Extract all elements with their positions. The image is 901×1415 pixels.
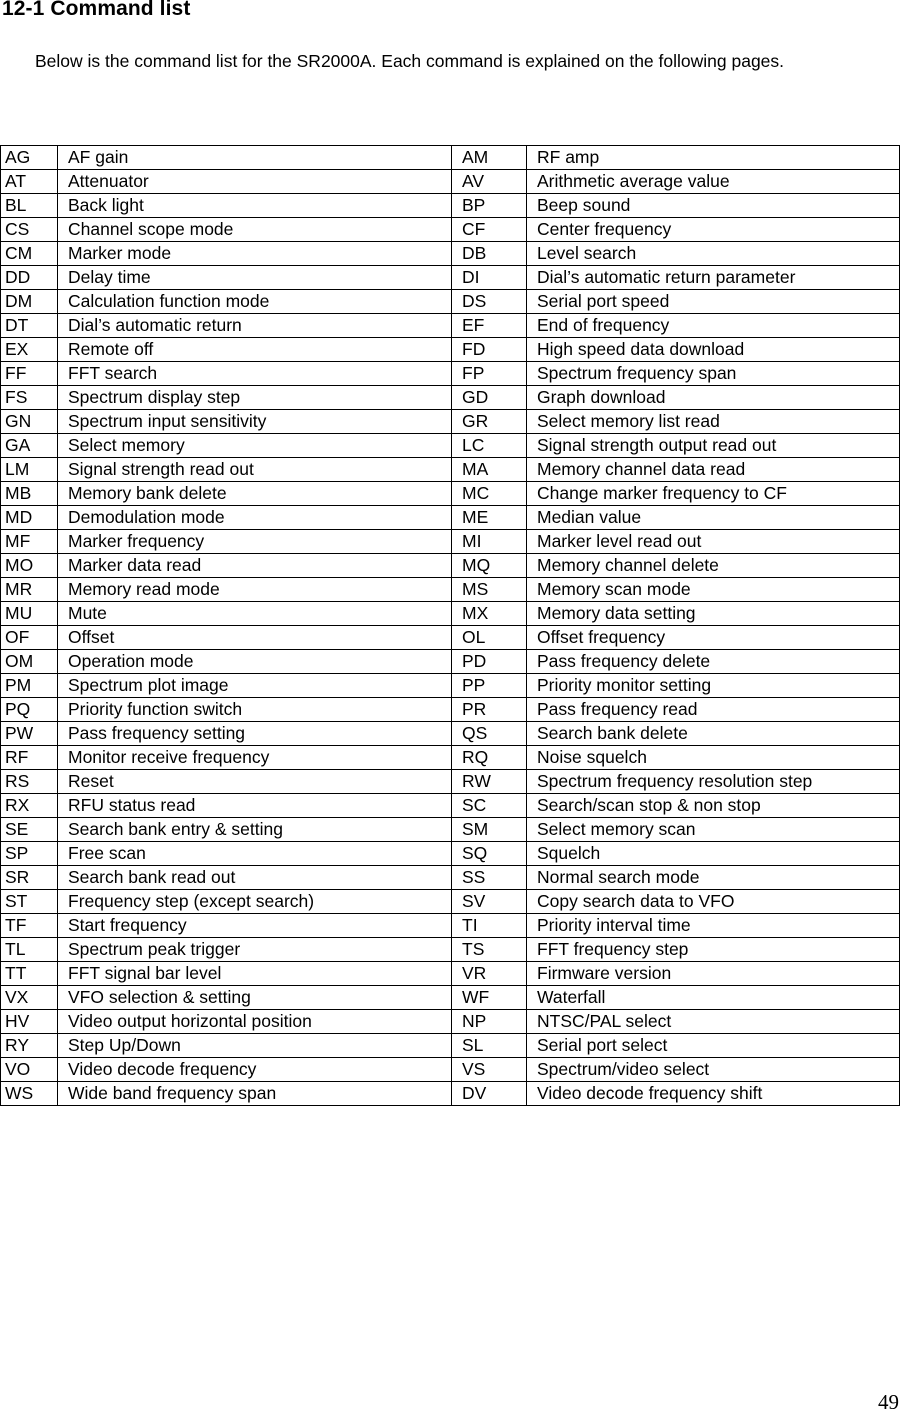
command-code-cell: MI: [452, 530, 527, 554]
command-description-cell: Squelch: [527, 842, 900, 866]
command-description-cell: Reset: [58, 770, 452, 794]
table-row: [1, 602, 900, 626]
table-row: [1, 698, 900, 722]
command-code-cell: BP: [452, 194, 527, 218]
command-code-cell: WF: [452, 986, 527, 1010]
command-description-cell: Normal search mode: [527, 866, 900, 890]
command-code-cell: VS: [452, 1058, 527, 1082]
command-code-cell: GA: [1, 434, 58, 458]
command-code-cell: FP: [452, 362, 527, 386]
command-description-cell: Serial port select: [527, 1034, 900, 1058]
command-description-cell: Calculation function mode: [58, 290, 452, 314]
command-description-cell: Dial’s automatic return parameter: [527, 266, 900, 290]
table-row: [1, 338, 900, 362]
command-description-cell: FFT search: [58, 362, 452, 386]
command-description-cell: Video decode frequency shift: [527, 1082, 900, 1106]
command-code-cell: MD: [1, 506, 58, 530]
table-row: [1, 362, 900, 386]
table-row: [1, 242, 900, 266]
command-code-cell: DI: [452, 266, 527, 290]
table-row: [1, 386, 900, 410]
command-code-cell: PQ: [1, 698, 58, 722]
command-description-cell: RFU status read: [58, 794, 452, 818]
command-code-cell: MS: [452, 578, 527, 602]
command-description-cell: Priority function switch: [58, 698, 452, 722]
table-row: [1, 746, 900, 770]
command-code-cell: CM: [1, 242, 58, 266]
command-code-cell: TS: [452, 938, 527, 962]
section-heading: 12-1 Command list: [2, 0, 191, 20]
command-code-cell: RQ: [452, 746, 527, 770]
command-description-cell: Attenuator: [58, 170, 452, 194]
table-row: [1, 650, 900, 674]
command-description-cell: Median value: [527, 506, 900, 530]
table-row: [1, 626, 900, 650]
command-code-cell: CS: [1, 218, 58, 242]
command-code-cell: AV: [452, 170, 527, 194]
command-code-cell: VR: [452, 962, 527, 986]
command-description-cell: Select memory list read: [527, 410, 900, 434]
command-description-cell: Spectrum frequency resolution step: [527, 770, 900, 794]
command-code-cell: RY: [1, 1034, 58, 1058]
command-table-body: [1, 146, 900, 1106]
command-code-cell: SS: [452, 866, 527, 890]
command-description-cell: Step Up/Down: [58, 1034, 452, 1058]
table-row: [1, 482, 900, 506]
command-code-cell: DM: [1, 290, 58, 314]
command-code-cell: MX: [452, 602, 527, 626]
command-code-cell: QS: [452, 722, 527, 746]
command-description-cell: Beep sound: [527, 194, 900, 218]
command-code-cell: NP: [452, 1010, 527, 1034]
table-row: [1, 314, 900, 338]
command-description-cell: Memory read mode: [58, 578, 452, 602]
command-code-cell: MC: [452, 482, 527, 506]
command-description-cell: Pass frequency read: [527, 698, 900, 722]
command-description-cell: Change marker frequency to CF: [527, 482, 900, 506]
command-description-cell: Search bank read out: [58, 866, 452, 890]
command-code-cell: LC: [452, 434, 527, 458]
command-code-cell: SC: [452, 794, 527, 818]
command-description-cell: Start frequency: [58, 914, 452, 938]
command-code-cell: RF: [1, 746, 58, 770]
table-row: [1, 146, 900, 170]
command-description-cell: VFO selection & setting: [58, 986, 452, 1010]
table-row: [1, 938, 900, 962]
command-code-cell: PM: [1, 674, 58, 698]
command-description-cell: Spectrum peak trigger: [58, 938, 452, 962]
command-description-cell: Spectrum display step: [58, 386, 452, 410]
command-description-cell: RF amp: [527, 146, 900, 170]
command-code-cell: TL: [1, 938, 58, 962]
command-description-cell: Dial’s automatic return: [58, 314, 452, 338]
table-row: [1, 458, 900, 482]
command-code-cell: CF: [452, 218, 527, 242]
command-code-cell: DS: [452, 290, 527, 314]
command-code-cell: OF: [1, 626, 58, 650]
command-description-cell: Center frequency: [527, 218, 900, 242]
table-row: [1, 434, 900, 458]
command-code-cell: AG: [1, 146, 58, 170]
table-row: [1, 962, 900, 986]
command-description-cell: Search/scan stop & non stop: [527, 794, 900, 818]
command-code-cell: MO: [1, 554, 58, 578]
command-description-cell: Pass frequency delete: [527, 650, 900, 674]
command-code-cell: DB: [452, 242, 527, 266]
command-description-cell: Wide band frequency span: [58, 1082, 452, 1106]
command-description-cell: Video decode frequency: [58, 1058, 452, 1082]
table-row: [1, 1034, 900, 1058]
command-description-cell: Frequency step (except search): [58, 890, 452, 914]
command-description-cell: Marker level read out: [527, 530, 900, 554]
table-row: [1, 674, 900, 698]
table-row: [1, 866, 900, 890]
command-code-cell: MA: [452, 458, 527, 482]
command-code-cell: RX: [1, 794, 58, 818]
command-description-cell: Back light: [58, 194, 452, 218]
command-description-cell: Signal strength read out: [58, 458, 452, 482]
table-row: [1, 170, 900, 194]
table-row: [1, 194, 900, 218]
command-code-cell: RW: [452, 770, 527, 794]
command-description-cell: Pass frequency setting: [58, 722, 452, 746]
table-row: [1, 1058, 900, 1082]
table-row: [1, 842, 900, 866]
command-description-cell: NTSC/PAL select: [527, 1010, 900, 1034]
table-row: [1, 554, 900, 578]
command-description-cell: Offset: [58, 626, 452, 650]
table-row: [1, 770, 900, 794]
command-code-cell: OL: [452, 626, 527, 650]
command-description-cell: Video output horizontal position: [58, 1010, 452, 1034]
command-code-cell: FS: [1, 386, 58, 410]
table-row: [1, 794, 900, 818]
command-description-cell: Waterfall: [527, 986, 900, 1010]
command-code-cell: FD: [452, 338, 527, 362]
command-code-cell: PW: [1, 722, 58, 746]
command-description-cell: Monitor receive frequency: [58, 746, 452, 770]
command-code-cell: DV: [452, 1082, 527, 1106]
command-description-cell: Memory bank delete: [58, 482, 452, 506]
command-description-cell: Memory channel delete: [527, 554, 900, 578]
command-description-cell: Search bank entry & setting: [58, 818, 452, 842]
table-row: [1, 914, 900, 938]
command-description-cell: Spectrum plot image: [58, 674, 452, 698]
command-code-cell: TI: [452, 914, 527, 938]
command-code-cell: SM: [452, 818, 527, 842]
command-code-cell: HV: [1, 1010, 58, 1034]
command-code-cell: MU: [1, 602, 58, 626]
command-code-cell: WS: [1, 1082, 58, 1106]
command-code-cell: VX: [1, 986, 58, 1010]
command-description-cell: Signal strength output read out: [527, 434, 900, 458]
command-code-cell: TF: [1, 914, 58, 938]
command-code-cell: SL: [452, 1034, 527, 1058]
command-code-cell: EF: [452, 314, 527, 338]
command-description-cell: FFT frequency step: [527, 938, 900, 962]
command-description-cell: Spectrum/video select: [527, 1058, 900, 1082]
table-row: [1, 530, 900, 554]
command-description-cell: Firmware version: [527, 962, 900, 986]
command-code-cell: GR: [452, 410, 527, 434]
command-description-cell: Noise squelch: [527, 746, 900, 770]
command-code-cell: DD: [1, 266, 58, 290]
command-description-cell: Offset frequency: [527, 626, 900, 650]
command-code-cell: PP: [452, 674, 527, 698]
command-code-cell: VO: [1, 1058, 58, 1082]
command-description-cell: Copy search data to VFO: [527, 890, 900, 914]
table-row: [1, 890, 900, 914]
command-description-cell: Search bank delete: [527, 722, 900, 746]
table-row: [1, 578, 900, 602]
command-code-cell: SP: [1, 842, 58, 866]
command-description-cell: FFT signal bar level: [58, 962, 452, 986]
command-code-cell: EX: [1, 338, 58, 362]
command-code-cell: AT: [1, 170, 58, 194]
command-description-cell: Priority monitor setting: [527, 674, 900, 698]
command-description-cell: Priority interval time: [527, 914, 900, 938]
intro-paragraph: Below is the command list for the SR2000A. Each command is explained on the following pages.: [35, 51, 785, 71]
command-code-cell: RS: [1, 770, 58, 794]
command-description-cell: Channel scope mode: [58, 218, 452, 242]
command-code-cell: BL: [1, 194, 58, 218]
command-code-cell: AM: [452, 146, 527, 170]
command-code-cell: DT: [1, 314, 58, 338]
command-code-cell: PD: [452, 650, 527, 674]
table-row: [1, 290, 900, 314]
command-description-cell: Select memory: [58, 434, 452, 458]
command-description-cell: Demodulation mode: [58, 506, 452, 530]
command-code-cell: OM: [1, 650, 58, 674]
command-code-cell: MB: [1, 482, 58, 506]
command-code-cell: MQ: [452, 554, 527, 578]
command-description-cell: End of frequency: [527, 314, 900, 338]
table-row: [1, 1010, 900, 1034]
command-code-cell: FF: [1, 362, 58, 386]
table-row: [1, 1082, 900, 1106]
command-code-cell: PR: [452, 698, 527, 722]
table-row: [1, 506, 900, 530]
command-description-cell: Serial port speed: [527, 290, 900, 314]
command-description-cell: Mute: [58, 602, 452, 626]
command-description-cell: Select memory scan: [527, 818, 900, 842]
table-row: [1, 986, 900, 1010]
table-row: [1, 410, 900, 434]
table-row: [1, 722, 900, 746]
command-description-cell: Spectrum input sensitivity: [58, 410, 452, 434]
command-description-cell: Operation mode: [58, 650, 452, 674]
page-number: 49: [878, 1390, 899, 1414]
command-description-cell: Level search: [527, 242, 900, 266]
command-description-cell: Spectrum frequency span: [527, 362, 900, 386]
command-description-cell: Remote off: [58, 338, 452, 362]
command-description-cell: High speed data download: [527, 338, 900, 362]
command-description-cell: Memory data setting: [527, 602, 900, 626]
command-description-cell: Memory scan mode: [527, 578, 900, 602]
command-description-cell: AF gain: [58, 146, 452, 170]
command-code-cell: ST: [1, 890, 58, 914]
table-row: [1, 818, 900, 842]
command-description-cell: Arithmetic average value: [527, 170, 900, 194]
command-code-cell: TT: [1, 962, 58, 986]
command-code-cell: LM: [1, 458, 58, 482]
command-table: [0, 145, 900, 1106]
command-code-cell: MF: [1, 530, 58, 554]
command-description-cell: Marker mode: [58, 242, 452, 266]
command-code-cell: GD: [452, 386, 527, 410]
command-code-cell: SQ: [452, 842, 527, 866]
command-description-cell: Free scan: [58, 842, 452, 866]
table-row: [1, 218, 900, 242]
command-description-cell: Delay time: [58, 266, 452, 290]
command-description-cell: Memory channel data read: [527, 458, 900, 482]
command-code-cell: ME: [452, 506, 527, 530]
command-description-cell: Marker data read: [58, 554, 452, 578]
command-code-cell: GN: [1, 410, 58, 434]
command-description-cell: Graph download: [527, 386, 900, 410]
command-code-cell: MR: [1, 578, 58, 602]
table-row: [1, 266, 900, 290]
command-code-cell: SV: [452, 890, 527, 914]
command-description-cell: Marker frequency: [58, 530, 452, 554]
command-code-cell: SE: [1, 818, 58, 842]
command-code-cell: SR: [1, 866, 58, 890]
